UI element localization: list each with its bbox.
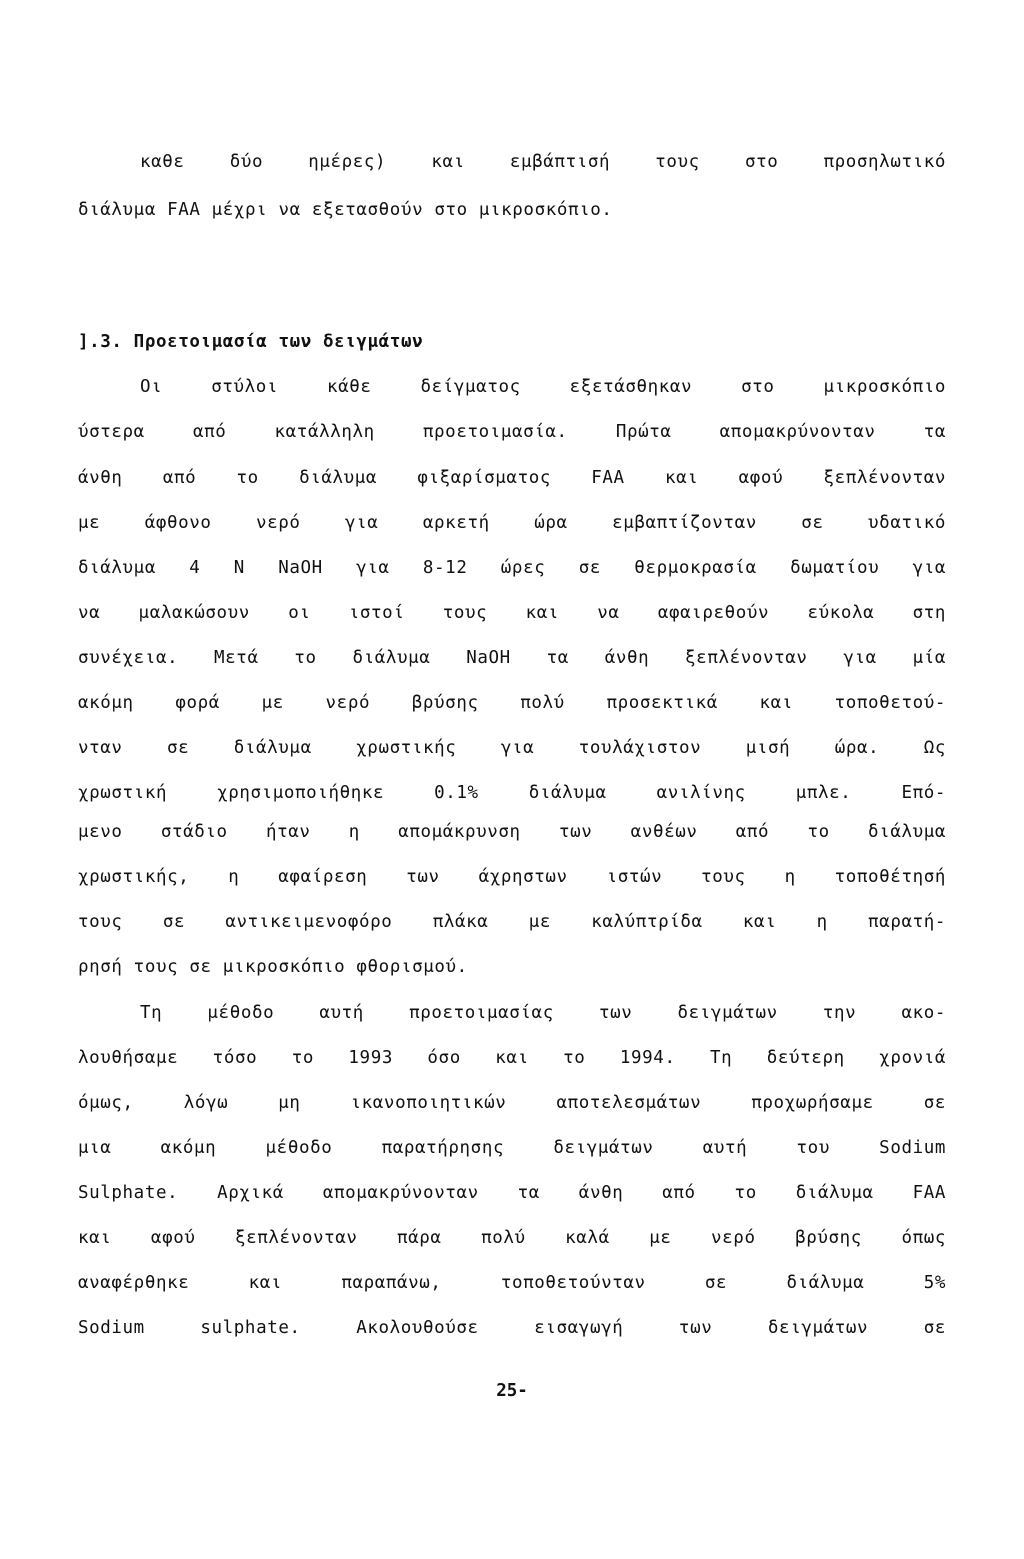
paragraph1-line-9: νταν σε διάλυμα χρωστικής για τουλάχιστον μισή ώρα. Ως (78, 738, 946, 758)
paragraph2-line-1: Τη μέθοδο αυτή προετοιμασίας των δειγμάτων την ακο- (140, 1003, 946, 1023)
paragraph1-line-5: διάλυμα 4 Ν NaOH για 8-12 ώρες σε θερμοκρασία δωματίου για (78, 558, 946, 578)
paragraph1-line-8: ακόμη φορά με νερό βρύσης πολύ προσεκτικά και τοποθετού- (78, 693, 946, 713)
paragraph1-line-13: τους σε αντικειμενοφόρο πλάκα με καλύπτρίδα και η παρατή- (78, 912, 946, 932)
paragraph1-line-6: να μαλακώσουν οι ιστοί τους και να αφαιρεθούν εύκολα στη (78, 603, 946, 623)
paragraph2-line-4: μια ακόμη μέθοδο παρατήρησης δειγμάτων αυτή του Sodium (78, 1138, 946, 1158)
page-number: 25- (496, 1381, 528, 1401)
paragraph1-line-1: Οι στύλοι κάθε δείγματος εξετάσθηκαν στο μικροσκόπιο (140, 377, 946, 397)
paragraph1-line-4: με άφθονο νερό για αρκετή ώρα εμβαπτίζονταν σε υδατικό (78, 513, 946, 533)
paragraph1-line-10: χρωστική χρησιμοποιήθηκε 0.1% διάλυμα ανιλίνης μπλε. Επό- (78, 783, 946, 803)
paragraph2-line-3: όμως, λόγω μη ικανοποιητικών αποτελεσμάτων προχωρήσαμε σε (78, 1093, 946, 1113)
paragraph2-line-6: και αφού ξεπλένονταν πάρα πολύ καλά με νερό βρύσης όπως (78, 1228, 946, 1248)
paragraph1-line-2: ύστερα από κατάλληλη προετοιμασία. Πρώτα απομακρύνονταν τα (78, 422, 946, 442)
intro-line-1: καθε δύο ημέρες) και εμβάπτισή τους στο προσηλωτικό (140, 152, 946, 172)
paragraph2-line-7: αναφέρθηκε και παραπάνω, τοποθετούνταν σε διάλυμα 5% (78, 1273, 946, 1293)
paragraph1-line-14: ρησή τους σε μικροσκόπιο φθορισμού. (78, 957, 468, 977)
paragraph1-line-7: συνέχεια. Μετά το διάλυμα NaOH τα άνθη ξεπλένονταν για μία (78, 648, 946, 668)
paragraph1-line-11: μενο στάδιο ήταν η απομάκρυνση των ανθέων από το διάλυμα (78, 822, 946, 842)
intro-line-2: διάλυμα FAA μέχρι να εξετασθούν στο μικροσκόπιο. (78, 200, 613, 220)
paragraph1-line-12: χρωστικής, η αφαίρεση των άχρηστων ιστών τους η τοποθέτησή (78, 867, 946, 887)
paragraph2-line-5: Sulphate. Αρχικά απομακρύνονταν τα άνθη από το διάλυμα FAA (78, 1183, 946, 1203)
paragraph1-line-3: άνθη από το διάλυμα φιξαρίσματος FAA και αφού ξεπλένονταν (78, 468, 946, 488)
paragraph2-line-8: Sodium sulphate. Ακολουθούσε εισαγωγή των δειγμάτων σε (78, 1318, 946, 1338)
section-heading: ].3. Προετοιμασία των δειγμάτων (78, 332, 424, 352)
paragraph2-line-2: λουθήσαμε τόσο το 1993 όσο και το 1994. Τη δεύτερη χρονιά (78, 1048, 946, 1068)
